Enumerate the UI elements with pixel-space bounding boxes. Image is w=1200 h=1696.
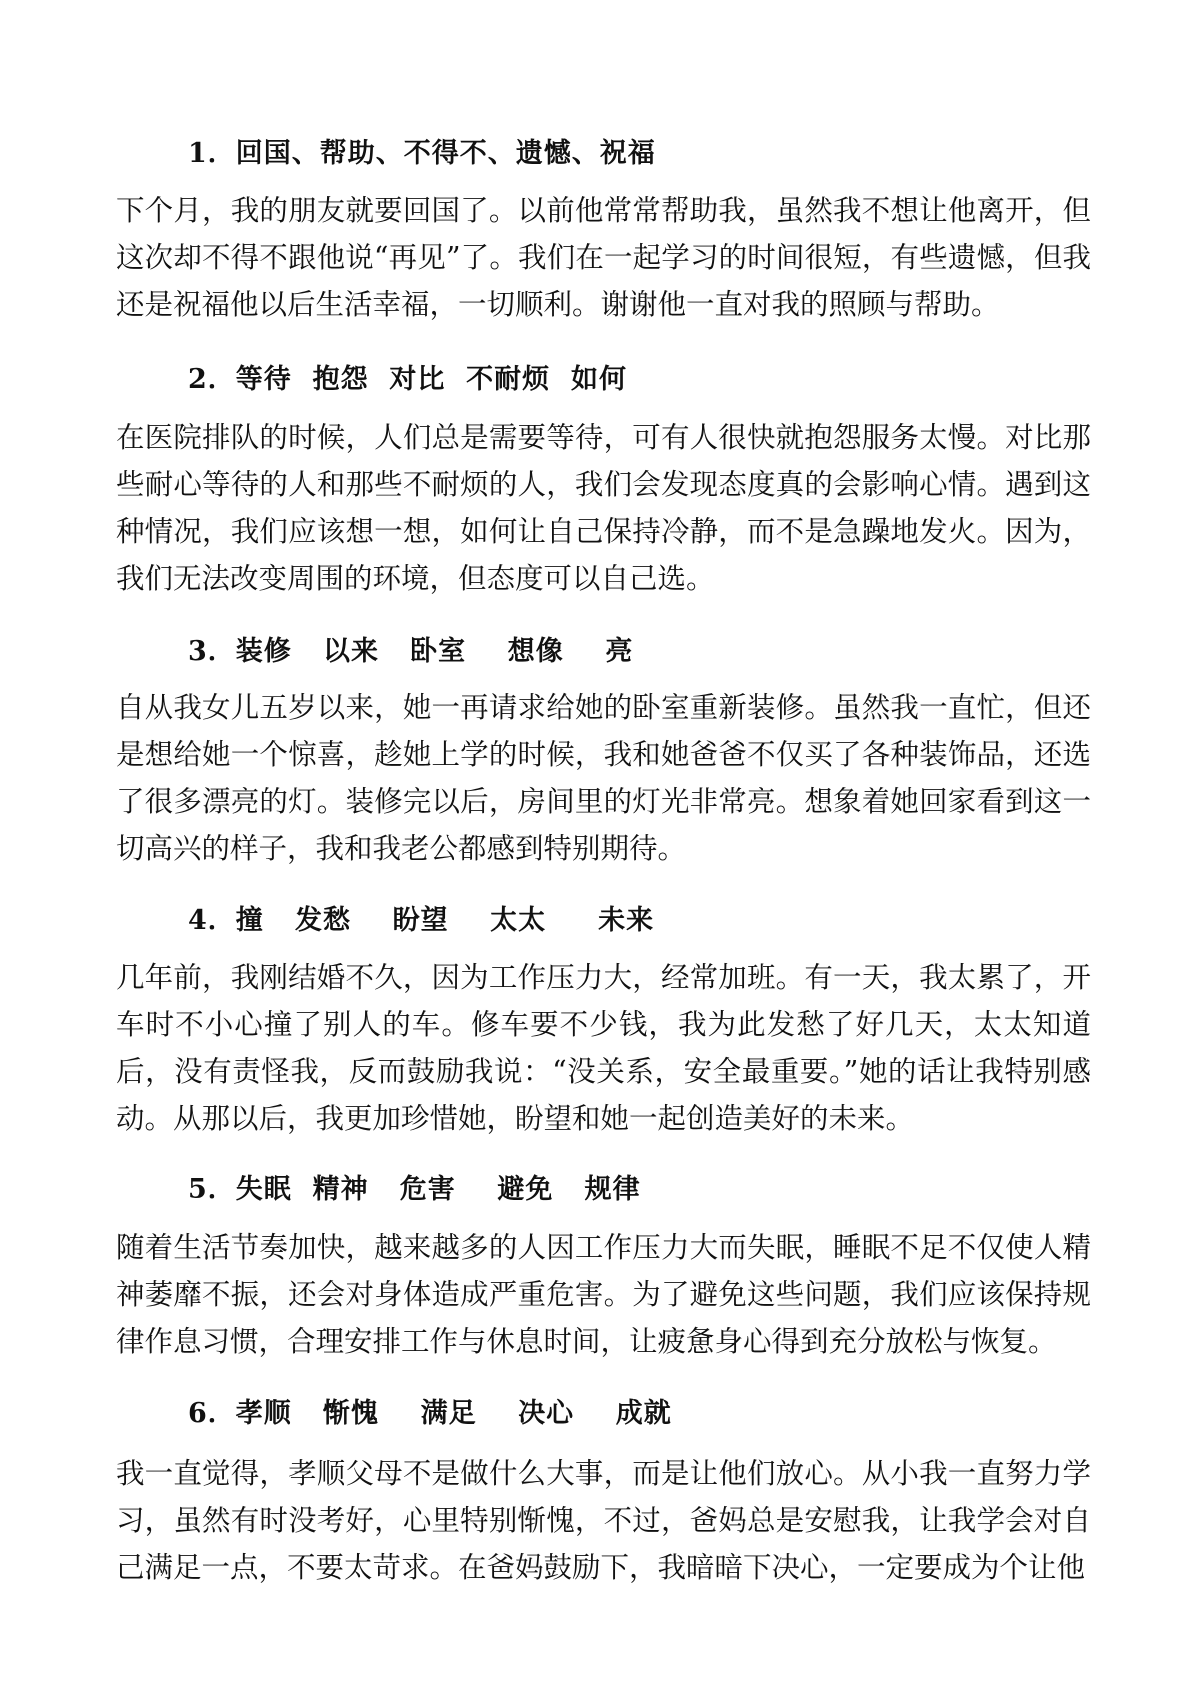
section-1-heading: 1．回国、帮助、不得不、遗憾、祝福 [188, 138, 656, 169]
section-2-heading: 2．等待 抱怨 对比 不耐烦 如何 [188, 364, 627, 395]
section-4-heading: 4．撞 发愁 盼望 太太 未来 [188, 905, 655, 936]
section-6-heading: 6．孝顺 惭愧 满足 决心 成就 [188, 1398, 672, 1429]
section-1-paragraph: 下个月，我的朋友就要回国了。以前他常常帮助我，虽然我不想让他离开，但这次却不得不跟他说“再见”了。我们在一起学习的时间很短，有些遗憾，但我还是祝福他以后生活幸福，一切顺利。谢谢他一直对我的照顾与帮助。 [116, 194, 1091, 321]
section-5-paragraph: 随着生活节奏加快，越来越多的人因工作压力大而失眠，睡眠不足不仅使人精神萎靡不振，还会对身体造成严重危害。为了避免这些问题，我们应该保持规律作息习惯，合理安排工作与休息时间，让疲惫身心得到充分放松与恢复。 [116, 1231, 1091, 1358]
section-5-heading: 5．失眠 精神 危害 避免 规律 [188, 1174, 641, 1205]
section-4-paragraph: 几年前，我刚结婚不久，因为工作压力大，经常加班。有一天，我太累了，开车时不小心撞了别人的车。修车要不少钱，我为此发愁了好几天，太太知道后，没有责怪我，反而鼓励我说：“没关系，安全最重要。”她的话让我特别感动。从那以后，我更加珍惜她，盼望和她一起创造美好的未来。 [116, 961, 1091, 1135]
section-2-paragraph: 在医院排队的时候，人们总是需要等待，可有人很快就抱怨服务太慢。对比那些耐心等待的人和那些不耐烦的人，我们会发现态度真的会影响心情。遇到这种情况，我们应该想一想，如何让自己保持冷静，而不是急躁地发火。因为，我们无法改变周围的环境，但态度可以自己选。 [116, 421, 1091, 595]
section-6-paragraph: 我一直觉得，孝顺父母不是做什么大事，而是让他们放心。从小我一直努力学习，虽然有时没考好，心里特别惭愧，不过，爸妈总是安慰我，让我学会对自己满足一点，不要太苛求。在爸妈鼓励下，我暗暗下决心，一定要成为个让他 [116, 1457, 1091, 1584]
section-3-paragraph: 自从我女儿五岁以来，她一再请求给她的卧室重新装修。虽然我一直忙，但还是想给她一个惊喜，趁她上学的时候，我和她爸爸不仅买了各种装饰品，还选了很多漂亮的灯。装修完以后，房间里的灯光非常亮。想象着她回家看到这一切高兴的样子，我和我老公都感到特别期待。 [116, 691, 1091, 865]
section-3-heading: 3．装修 以来 卧室 想像 亮 [188, 636, 634, 667]
